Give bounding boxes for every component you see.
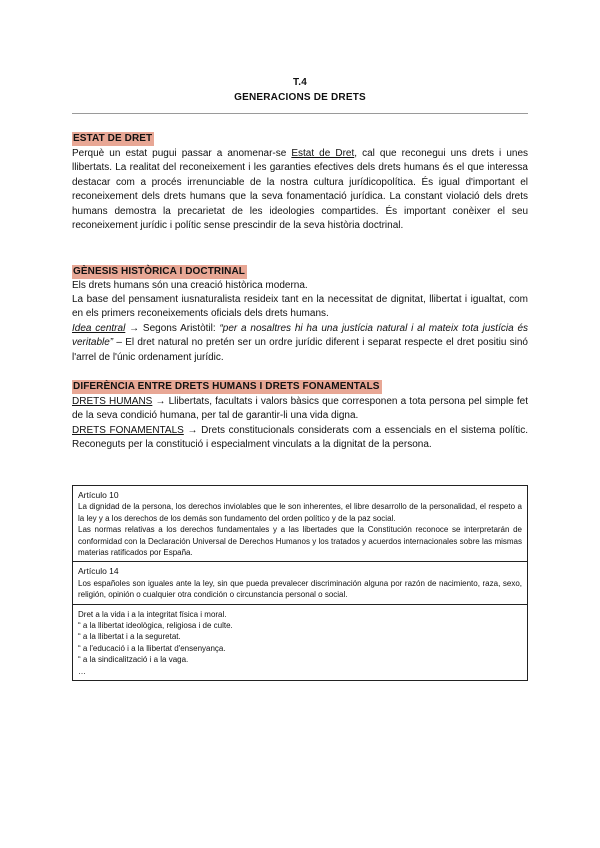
- topic-number: T.4: [293, 77, 307, 88]
- paragraph-drets-humans: [72, 395, 528, 424]
- paragraph-estat-de-dret: [72, 147, 528, 233]
- page-title: GENERACIONS DE DRETS: [234, 92, 366, 103]
- article-10-title: Artículo 10: [78, 490, 119, 500]
- label-drets-humans: DRETS HUMANS: [72, 396, 153, 407]
- text-fragment: , cal que reconegui uns drets i unes llibertats. La realitat del reconeixement i les garanties efectives dels drets humans és el que interessa destacar com a procés irrenunciable de la nostra cultura jurídicopolítica. És igual d'important el reconeixement dels drets humans que la seva fonamentació jurídica. La constant violació dels drets humans demostra la precarietat de les ideologies compartides. És important conèixer el seu reconeixement jurídic i polític sense prescindir de la seva història doctrinal.: [72, 148, 528, 232]
- rights-list-cell: [73, 605, 527, 680]
- heading-diferencia: DIFERÈNCIA ENTRE DRETS HUMANS I DRETS FONAMENTALS: [73, 381, 380, 392]
- list-item: Dret a la vida i a la integritat física i moral.: [78, 609, 227, 619]
- label-drets-fonamentals: DRETS FONAMENTALS: [72, 425, 184, 436]
- heading-estat-de-dret: ESTAT DE DRET: [73, 133, 153, 144]
- article-10-paragraph-2: Las normas relativas a los derechos fundamentales y a las libertades que la Constitución reconoce se interpretarán de conformidad con la Declaración Universal de Derechos Humanos y los tratados y acuerdos internacionales sobre las mismas materias ratificados por España.: [78, 525, 522, 558]
- text-fragment: → Drets constitucionals considerats com a essencials en el sistema polític. Reconeguts per la constitució i especialment vinculats a la dignitat de la persona.: [72, 425, 528, 451]
- list-item: “ a la sindicalització i a la vaga.: [78, 655, 189, 665]
- text-fragment: Perquè un estat pugui passar a anomenar-se: [72, 148, 292, 159]
- article-14-cell: [73, 562, 527, 604]
- idea-central-label: Idea central: [72, 323, 126, 334]
- text-fragment: – El dret natural no pretén ser un ordre jurídic diferent i separat respecte el dret positiu sinó l'arrel de l'únic ordenament jurídic.: [72, 337, 528, 363]
- paragraph-idea-central: [72, 322, 528, 365]
- paragraph-genesi-1: Els drets humans són una creació històrica moderna.: [72, 280, 308, 291]
- term-estat-de-dret: Estat de Dret: [291, 148, 355, 159]
- paragraph-genesi-2: La base del pensament iusnaturalista resideix tant en la necessitat de dignitat, llibertat i igualtat, com en els primers reconeixements oficials dels drets humans.: [72, 294, 528, 320]
- title-divider: [72, 113, 528, 114]
- list-item: …: [78, 666, 86, 676]
- article-14-paragraph: Los españoles son iguales ante la ley, sin que pueda prevalecer discriminación alguna por razón de nacimiento, raza, sexo, religión, opinión o cualquier otra condición o circunstancia personal o social.: [78, 578, 522, 600]
- heading-genesi: GÈNESIS HISTÒRICA I DOCTRINAL: [73, 266, 245, 277]
- constitution-articles-box: [72, 485, 528, 681]
- list-item: “ a la llibertat ideològica, religiosa i de culte.: [78, 621, 233, 631]
- article-10-paragraph-1: La dignidad de la persona, los derechos inviolables que le son inherentes, el libre desarrollo de la personalidad, el respeto a la ley y a los derechos de los demás son fundamento del orden político y de la paz social.: [78, 502, 522, 523]
- article-10-cell: [73, 486, 527, 562]
- text-fragment: → Segons Aristòtil:: [125, 323, 220, 334]
- paragraph-drets-fonamentals: [72, 424, 528, 453]
- aristotle-quote: “per a nosaltres hi ha una justícia natural i al mateix tota justícia és veritable”: [72, 323, 529, 349]
- list-item: “ a la llibertat i a la seguretat.: [78, 632, 181, 642]
- text-fragment: → Llibertats, facultats i valors bàsics que corresponen a tota persona pel simple fet de la seva condició humana, per tal de garantir-li una vida digna.: [72, 396, 528, 422]
- list-item: “ a l'educació i a la llibertat d'ensenyança.: [78, 643, 226, 653]
- article-14-title: Artículo 14: [78, 566, 119, 577]
